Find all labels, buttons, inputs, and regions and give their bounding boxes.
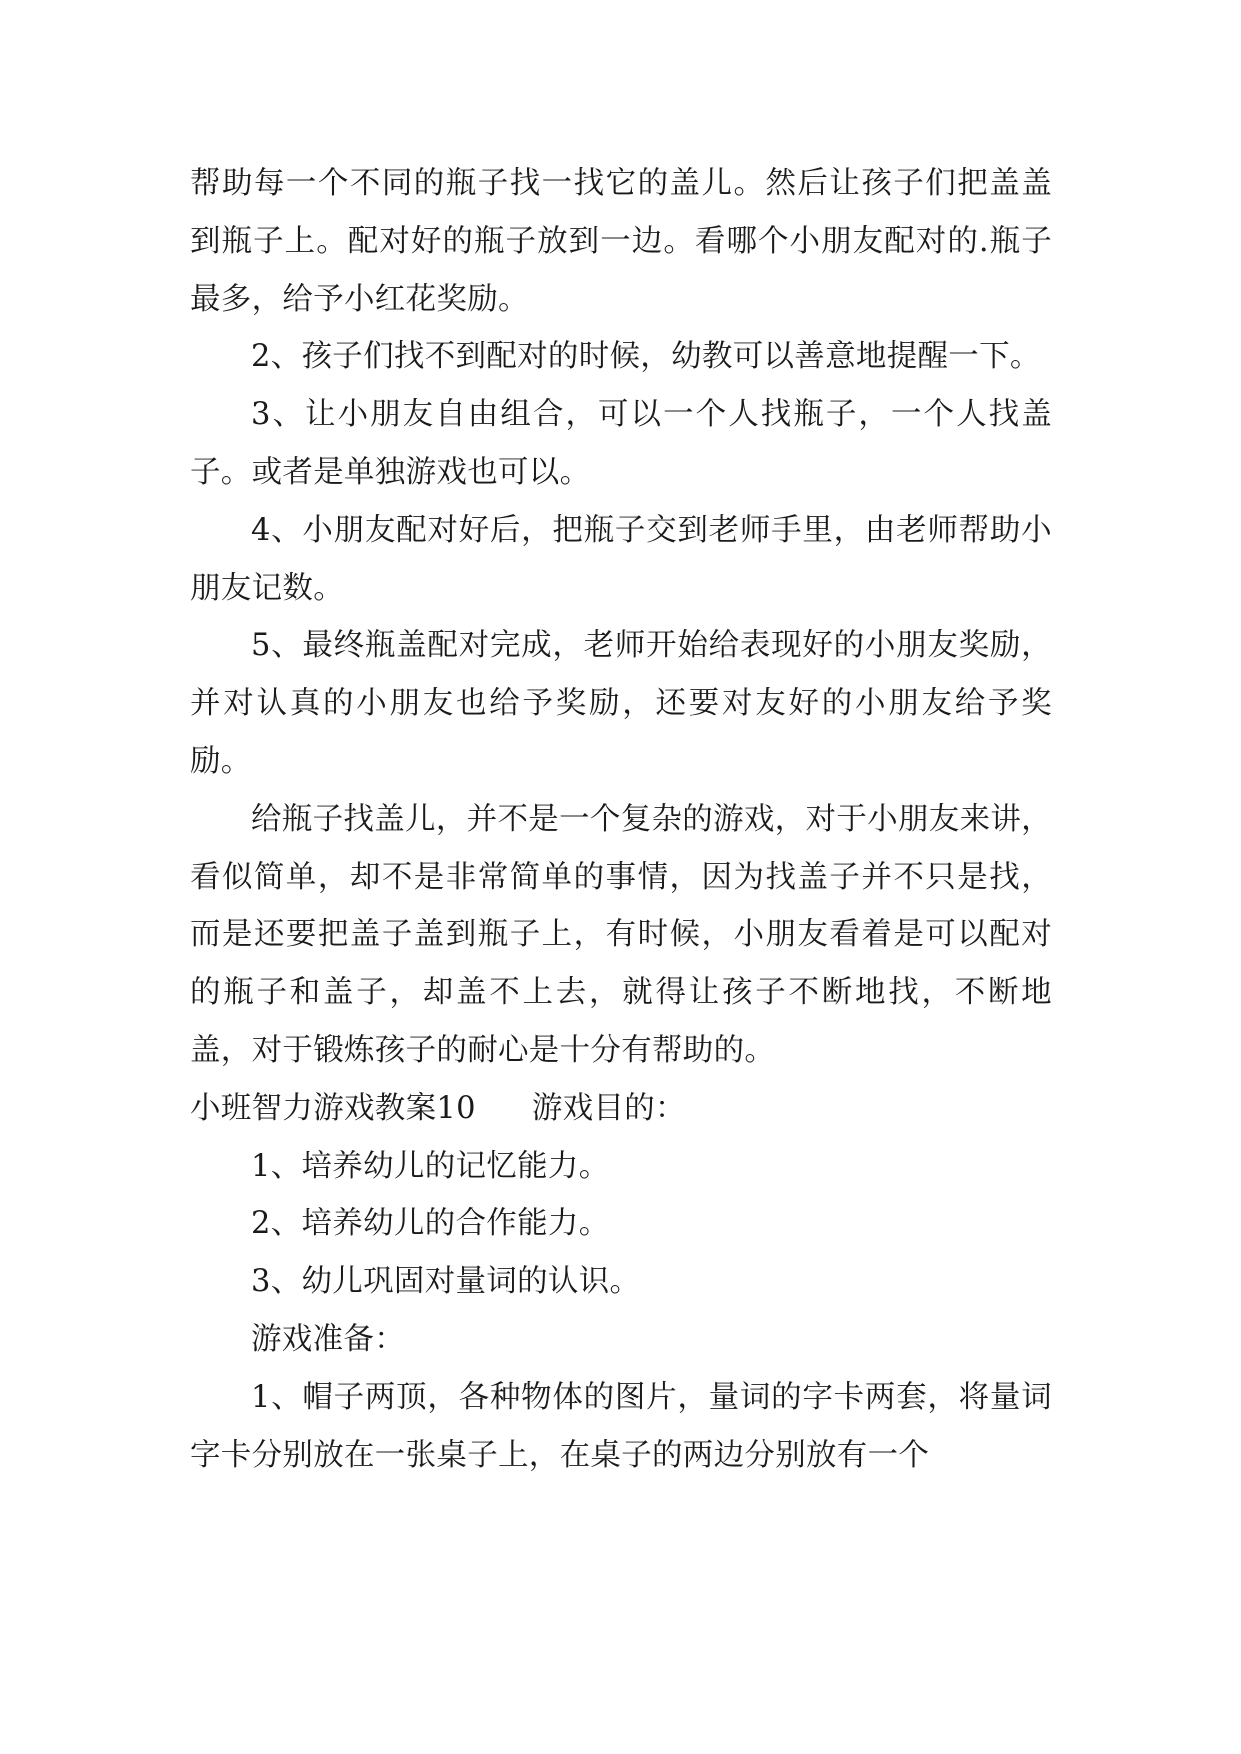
document-body [190, 155, 1052, 1484]
paragraph-step-3: 3、让小朋友自由组合，可以一个人找瓶子，一个人找盖子。或者是单独游戏也可以。 [190, 397, 1052, 490]
paragraph-summary: 给瓶子找盖儿，并不是一个复杂的游戏，对于小朋友来讲，看似简单，却不是非常简单的事情，因为找盖子并不只是找，而是还要把盖子盖到瓶子上，有时候，小朋友看着是可以配对的瓶子和盖子，却盖不上去，就得让孩子不断地找，不断地盖，对于锻炼孩子的耐心是十分有帮助的。 [190, 801, 1052, 1068]
section-title: 小班智力游戏教案10 [190, 1090, 476, 1126]
goal-item-2: 2、培养幼儿的合作能力。 [251, 1206, 610, 1242]
goal-item-1: 1、培养幼儿的记忆能力。 [251, 1148, 610, 1184]
paragraph-bottle-matching-intro: 帮助每一个不同的瓶子找一找它的盖儿。然后让孩子们把盖盖到瓶子上。配对好的瓶子放到一边。看哪个小朋友配对的.瓶子最多，给予小红花奖励。 [190, 166, 1052, 317]
paragraph-step-2: 2、孩子们找不到配对的时候，幼教可以善意地提醒一下。 [251, 339, 1041, 375]
section-subtitle: 游戏目的： [531, 1090, 686, 1126]
section-heading [190, 1080, 1052, 1138]
preparation-item-1: 1、帽子两顶，各种物体的图片，量词的字卡两套，将量词字卡分别放在一张桌子上，在桌子的两边分别放有一个 [190, 1379, 1052, 1473]
paragraph-step-4: 4、小朋友配对好后，把瓶子交到老师手里，由老师帮助小朋友记数。 [190, 512, 1052, 606]
paragraph-step-5: 5、最终瓶盖配对完成，老师开始给表现好的小朋友奖励，并对认真的小朋友也给予奖励，还要对友好的小朋友给予奖励。 [190, 628, 1052, 779]
preparation-heading: 游戏准备： [251, 1321, 405, 1357]
goal-item-3: 3、幼儿巩固对量词的认识。 [251, 1264, 641, 1300]
